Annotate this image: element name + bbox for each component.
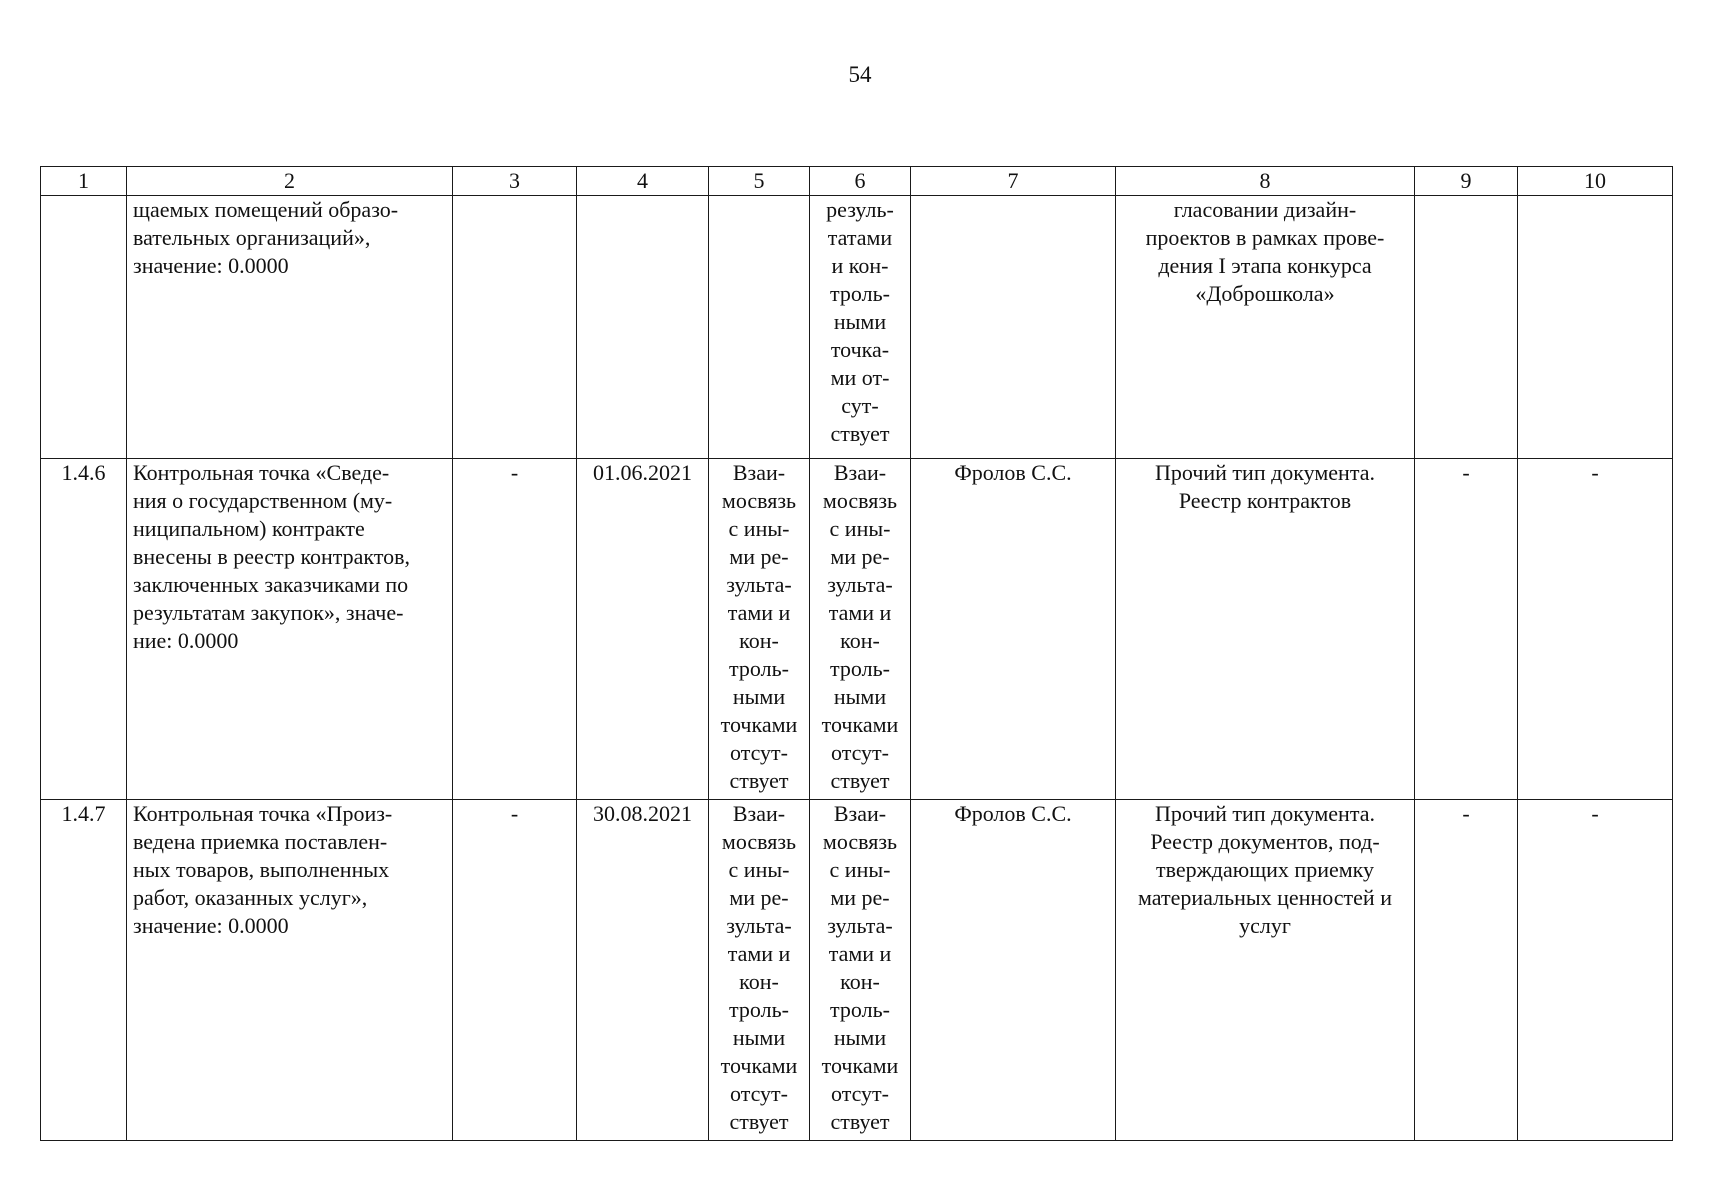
table-row bbox=[41, 459, 1673, 800]
date-cell bbox=[577, 800, 709, 1141]
page-number: 54 bbox=[848, 62, 872, 87]
document-cell bbox=[1116, 196, 1415, 459]
col3-text: - bbox=[510, 460, 519, 485]
relation-cell-6 bbox=[810, 459, 911, 800]
description-text: щаемых помещений образо- вательных организаций», значение: 0.0000 bbox=[133, 197, 399, 278]
relation-cell-6 bbox=[810, 800, 911, 1141]
col9-cell bbox=[1415, 800, 1518, 1141]
description-cell bbox=[127, 196, 453, 459]
col10-text: - bbox=[1591, 460, 1599, 485]
col3-cell bbox=[453, 196, 577, 459]
column-header-5: 5 bbox=[709, 167, 810, 196]
responsible-cell bbox=[911, 196, 1116, 459]
plan-table bbox=[40, 166, 1673, 1141]
relation-text-6: Взаи- мосвязь с ины- ми ре- зульта- тами и кон- троль- ными точками отсут- ствует bbox=[821, 460, 899, 793]
description-text: Контрольная точка «Сведе- ния о государственном (му- ниципальном) контракте внесены в реестр контрактов, заключенных заказчиками по результатам закупок», значе- ние: 0.0000 bbox=[133, 460, 411, 653]
col9-cell bbox=[1415, 459, 1518, 800]
relation-text-6: резуль- татами и кон- троль- ными точка- ми от- сут- ствует bbox=[826, 197, 894, 446]
row-number-cell bbox=[41, 459, 127, 800]
responsible-text: Фролов С.С. bbox=[954, 460, 1072, 485]
col10-text: - bbox=[1591, 801, 1599, 826]
document-text: Прочий тип документа. Реестр документов, под- тверждающих приемку материальных ценностей и услуг bbox=[1138, 801, 1392, 938]
document-cell bbox=[1116, 459, 1415, 800]
column-header-1: 1 bbox=[41, 167, 127, 196]
document-text: Прочий тип документа. Реестр контрактов bbox=[1155, 460, 1375, 513]
col3-cell bbox=[453, 459, 577, 800]
column-header-9: 9 bbox=[1415, 167, 1518, 196]
relation-text-6: Взаи- мосвязь с ины- ми ре- зульта- тами и кон- троль- ными точками отсут- ствует bbox=[821, 801, 899, 1134]
table-row bbox=[41, 800, 1673, 1141]
relation-cell-6 bbox=[810, 196, 911, 459]
col10-cell bbox=[1518, 800, 1673, 1141]
date-text: 30.08.2021 bbox=[593, 801, 692, 826]
responsible-text: Фролов С.С. bbox=[954, 801, 1072, 826]
col10-cell bbox=[1518, 459, 1673, 800]
responsible-cell bbox=[911, 800, 1116, 1141]
row-number-cell bbox=[41, 800, 127, 1141]
document-cell bbox=[1116, 800, 1415, 1141]
col9-text: - bbox=[1462, 460, 1470, 485]
column-header-8: 8 bbox=[1116, 167, 1415, 196]
column-header-7: 7 bbox=[911, 167, 1116, 196]
col9-text: - bbox=[1462, 801, 1470, 826]
column-header-3: 3 bbox=[453, 167, 577, 196]
description-cell bbox=[127, 459, 453, 800]
document-text: гласовании дизайн- проектов в рамках прове- дения I этапа конкурса «Доброшкола» bbox=[1145, 197, 1385, 306]
row-number: 1.4.6 bbox=[61, 460, 106, 485]
column-header-6: 6 bbox=[810, 167, 911, 196]
column-header-10: 10 bbox=[1518, 167, 1673, 196]
col3-cell bbox=[453, 800, 577, 1141]
row-number: 1.4.7 bbox=[61, 801, 106, 826]
description-cell bbox=[127, 800, 453, 1141]
column-header-4: 4 bbox=[577, 167, 709, 196]
header-row bbox=[41, 167, 1673, 196]
row-number-cell bbox=[41, 196, 127, 459]
col10-cell bbox=[1518, 196, 1673, 459]
description-text: Контрольная точка «Произ- ведена приемка поставлен- ных товаров, выполненных работ, оказанных услуг», значение: 0.0000 bbox=[133, 801, 393, 938]
date-cell bbox=[577, 196, 709, 459]
column-header-2: 2 bbox=[127, 167, 453, 196]
col3-text: - bbox=[510, 801, 519, 826]
responsible-cell bbox=[911, 459, 1116, 800]
relation-text-5: Взаи- мосвязь с ины- ми ре- зульта- тами и кон- троль- ными точками отсут- ствует bbox=[720, 460, 798, 793]
table-row bbox=[41, 196, 1673, 459]
date-text: 01.06.2021 bbox=[593, 460, 692, 485]
date-cell bbox=[577, 459, 709, 800]
col9-cell bbox=[1415, 196, 1518, 459]
relation-cell-5 bbox=[709, 196, 810, 459]
relation-text-5: Взаи- мосвязь с ины- ми ре- зульта- тами и кон- троль- ными точками отсут- ствует bbox=[720, 801, 798, 1134]
relation-cell-5 bbox=[709, 459, 810, 800]
relation-cell-5 bbox=[709, 800, 810, 1141]
